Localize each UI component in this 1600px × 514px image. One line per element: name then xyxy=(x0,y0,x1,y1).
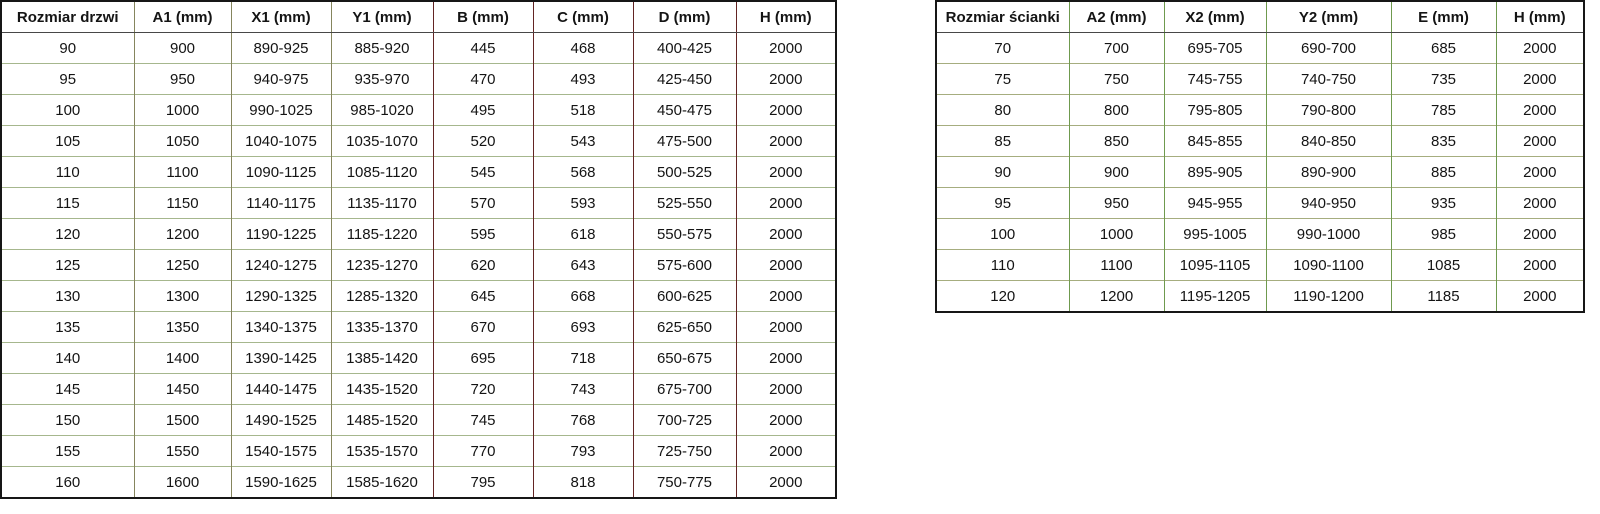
table-cell: 105 xyxy=(1,126,134,157)
column-header: Rozmiar drzwi xyxy=(1,1,134,33)
column-header: A1 (mm) xyxy=(134,1,231,33)
table-row xyxy=(936,64,1584,95)
table-cell: 1100 xyxy=(1069,250,1164,281)
column-header: Y2 (mm) xyxy=(1266,1,1391,33)
table-row xyxy=(936,157,1584,188)
table-cell: 2000 xyxy=(1496,250,1584,281)
table-cell: 1250 xyxy=(134,250,231,281)
table-cell: 650-675 xyxy=(633,343,736,374)
table-cell: 745 xyxy=(433,405,533,436)
table-cell: 125 xyxy=(1,250,134,281)
table-cell: 645 xyxy=(433,281,533,312)
table-cell: 840-850 xyxy=(1266,126,1391,157)
table-cell: 1550 xyxy=(134,436,231,467)
table-cell: 2000 xyxy=(1496,281,1584,313)
table-row xyxy=(936,250,1584,281)
table-row xyxy=(936,188,1584,219)
table-cell: 1190-1225 xyxy=(231,219,331,250)
table-cell: 568 xyxy=(533,157,633,188)
table-cell: 2000 xyxy=(1496,64,1584,95)
table-cell: 785 xyxy=(1391,95,1496,126)
table-cell: 985 xyxy=(1391,219,1496,250)
table-cell: 2000 xyxy=(1496,33,1584,64)
table-cell: 935 xyxy=(1391,188,1496,219)
table-cell: 900 xyxy=(134,33,231,64)
table-row xyxy=(1,64,836,95)
table-cell: 643 xyxy=(533,250,633,281)
table-cell: 2000 xyxy=(736,281,836,312)
table-cell: 940-975 xyxy=(231,64,331,95)
table-cell: 110 xyxy=(1,157,134,188)
table-cell: 695 xyxy=(433,343,533,374)
column-header: C (mm) xyxy=(533,1,633,33)
table-cell: 745-755 xyxy=(1164,64,1266,95)
table-cell: 525-550 xyxy=(633,188,736,219)
table-cell: 450-475 xyxy=(633,95,736,126)
table-cell: 95 xyxy=(936,188,1069,219)
table-cell: 720 xyxy=(433,374,533,405)
table-cell: 750 xyxy=(1069,64,1164,95)
table-cell: 1585-1620 xyxy=(331,467,433,499)
table-cell: 130 xyxy=(1,281,134,312)
table-cell: 2000 xyxy=(1496,219,1584,250)
table-cell: 940-950 xyxy=(1266,188,1391,219)
column-header: E (mm) xyxy=(1391,1,1496,33)
table-cell: 2000 xyxy=(736,405,836,436)
table-cell: 950 xyxy=(1069,188,1164,219)
table-cell: 2000 xyxy=(1496,126,1584,157)
table-cell: 1090-1125 xyxy=(231,157,331,188)
table-cell: 1000 xyxy=(134,95,231,126)
table-cell: 575-600 xyxy=(633,250,736,281)
table-cell: 2000 xyxy=(736,250,836,281)
table-cell: 90 xyxy=(1,33,134,64)
table-cell: 668 xyxy=(533,281,633,312)
table-row xyxy=(1,126,836,157)
table-cell: 1085 xyxy=(1391,250,1496,281)
table-cell: 1140-1175 xyxy=(231,188,331,219)
table-cell: 885-920 xyxy=(331,33,433,64)
table-cell: 890-925 xyxy=(231,33,331,64)
table-cell: 545 xyxy=(433,157,533,188)
table-cell: 2000 xyxy=(736,219,836,250)
column-header: H (mm) xyxy=(1496,1,1584,33)
table-cell: 790-800 xyxy=(1266,95,1391,126)
table-row xyxy=(1,219,836,250)
table-cell: 1300 xyxy=(134,281,231,312)
table-row xyxy=(936,95,1584,126)
table-cell: 100 xyxy=(1,95,134,126)
table-row xyxy=(936,281,1584,313)
table-cell: 1235-1270 xyxy=(331,250,433,281)
table-cell: 795 xyxy=(433,467,533,499)
table-row xyxy=(936,219,1584,250)
table-cell: 685 xyxy=(1391,33,1496,64)
table-cell: 1135-1170 xyxy=(331,188,433,219)
column-header: H (mm) xyxy=(736,1,836,33)
table-cell: 735 xyxy=(1391,64,1496,95)
table-cell: 1600 xyxy=(134,467,231,499)
table-cell: 1200 xyxy=(134,219,231,250)
table-cell: 850 xyxy=(1069,126,1164,157)
table-row xyxy=(1,95,836,126)
table-cell: 1285-1320 xyxy=(331,281,433,312)
table-cell: 2000 xyxy=(736,33,836,64)
table-cell: 800 xyxy=(1069,95,1164,126)
table-cell: 1385-1420 xyxy=(331,343,433,374)
table-row xyxy=(1,33,836,64)
table-row xyxy=(1,405,836,436)
table-cell: 950 xyxy=(134,64,231,95)
table-cell: 155 xyxy=(1,436,134,467)
table-cell: 2000 xyxy=(736,467,836,499)
table-cell: 600-625 xyxy=(633,281,736,312)
table-cell: 2000 xyxy=(736,188,836,219)
table-cell: 990-1000 xyxy=(1266,219,1391,250)
table-cell: 593 xyxy=(533,188,633,219)
table-cell: 1200 xyxy=(1069,281,1164,313)
table-cell: 1040-1075 xyxy=(231,126,331,157)
table-cell: 500-525 xyxy=(633,157,736,188)
table-cell: 818 xyxy=(533,467,633,499)
table-cell: 743 xyxy=(533,374,633,405)
table-cell: 695-705 xyxy=(1164,33,1266,64)
table-cell: 693 xyxy=(533,312,633,343)
table-cell: 100 xyxy=(936,219,1069,250)
table-cell: 1095-1105 xyxy=(1164,250,1266,281)
table-cell: 135 xyxy=(1,312,134,343)
table-cell: 2000 xyxy=(736,64,836,95)
table-cell: 845-855 xyxy=(1164,126,1266,157)
table-cell: 1000 xyxy=(1069,219,1164,250)
table-cell: 770 xyxy=(433,436,533,467)
table-cell: 85 xyxy=(936,126,1069,157)
column-header: A2 (mm) xyxy=(1069,1,1164,33)
table-cell: 995-1005 xyxy=(1164,219,1266,250)
table-cell: 885 xyxy=(1391,157,1496,188)
table-cell: 495 xyxy=(433,95,533,126)
table-cell: 1540-1575 xyxy=(231,436,331,467)
table-cell: 518 xyxy=(533,95,633,126)
table-cell: 1590-1625 xyxy=(231,467,331,499)
table-cell: 1195-1205 xyxy=(1164,281,1266,313)
table-cell: 1085-1120 xyxy=(331,157,433,188)
table-cell: 1535-1570 xyxy=(331,436,433,467)
table-cell: 990-1025 xyxy=(231,95,331,126)
table-cell: 1450 xyxy=(134,374,231,405)
wall-sizes-table xyxy=(935,0,1585,313)
table-cell: 1240-1275 xyxy=(231,250,331,281)
table-cell: 1100 xyxy=(134,157,231,188)
table-cell: 120 xyxy=(1,219,134,250)
table-cell: 470 xyxy=(433,64,533,95)
table-cell: 1440-1475 xyxy=(231,374,331,405)
column-header: D (mm) xyxy=(633,1,736,33)
table-cell: 795-805 xyxy=(1164,95,1266,126)
table-cell: 1350 xyxy=(134,312,231,343)
table-cell: 493 xyxy=(533,64,633,95)
table-row xyxy=(1,374,836,405)
table-cell: 90 xyxy=(936,157,1069,188)
table-cell: 740-750 xyxy=(1266,64,1391,95)
table-cell: 750-775 xyxy=(633,467,736,499)
table-cell: 2000 xyxy=(1496,188,1584,219)
table-cell: 445 xyxy=(433,33,533,64)
header-row xyxy=(936,1,1584,33)
table-cell: 400-425 xyxy=(633,33,736,64)
table-cell: 1340-1375 xyxy=(231,312,331,343)
table-cell: 2000 xyxy=(736,374,836,405)
table-cell: 700 xyxy=(1069,33,1164,64)
table-cell: 570 xyxy=(433,188,533,219)
table-cell: 1090-1100 xyxy=(1266,250,1391,281)
table-cell: 1390-1425 xyxy=(231,343,331,374)
table-cell: 835 xyxy=(1391,126,1496,157)
table-cell: 1500 xyxy=(134,405,231,436)
table-cell: 595 xyxy=(433,219,533,250)
table-cell: 2000 xyxy=(736,312,836,343)
table-row xyxy=(1,436,836,467)
table-cell: 468 xyxy=(533,33,633,64)
table-cell: 1490-1525 xyxy=(231,405,331,436)
table-cell: 95 xyxy=(1,64,134,95)
table-cell: 700-725 xyxy=(633,405,736,436)
table-cell: 160 xyxy=(1,467,134,499)
table-cell: 625-650 xyxy=(633,312,736,343)
table-cell: 670 xyxy=(433,312,533,343)
column-header: X1 (mm) xyxy=(231,1,331,33)
table-cell: 900 xyxy=(1069,157,1164,188)
table-cell: 2000 xyxy=(1496,95,1584,126)
table-cell: 890-900 xyxy=(1266,157,1391,188)
table-cell: 425-450 xyxy=(633,64,736,95)
table-cell: 618 xyxy=(533,219,633,250)
table-cell: 1400 xyxy=(134,343,231,374)
table-cell: 1335-1370 xyxy=(331,312,433,343)
column-header: Y1 (mm) xyxy=(331,1,433,33)
table-cell: 1050 xyxy=(134,126,231,157)
table-cell: 2000 xyxy=(736,343,836,374)
table-cell: 620 xyxy=(433,250,533,281)
table-cell: 1035-1070 xyxy=(331,126,433,157)
table-row xyxy=(1,250,836,281)
table-cell: 110 xyxy=(936,250,1069,281)
table-cell: 2000 xyxy=(736,436,836,467)
table-cell: 945-955 xyxy=(1164,188,1266,219)
table-cell: 140 xyxy=(1,343,134,374)
table-cell: 2000 xyxy=(736,157,836,188)
table-cell: 475-500 xyxy=(633,126,736,157)
table-cell: 550-575 xyxy=(633,219,736,250)
table-cell: 1485-1520 xyxy=(331,405,433,436)
column-header: B (mm) xyxy=(433,1,533,33)
table-cell: 690-700 xyxy=(1266,33,1391,64)
table-row xyxy=(936,126,1584,157)
column-header: Rozmiar ścianki xyxy=(936,1,1069,33)
table-cell: 150 xyxy=(1,405,134,436)
table-cell: 793 xyxy=(533,436,633,467)
table-cell: 1435-1520 xyxy=(331,374,433,405)
header-row xyxy=(1,1,836,33)
table-cell: 520 xyxy=(433,126,533,157)
table-cell: 935-970 xyxy=(331,64,433,95)
table-cell: 725-750 xyxy=(633,436,736,467)
table-row xyxy=(1,312,836,343)
table-row xyxy=(1,157,836,188)
table-row xyxy=(1,343,836,374)
table-cell: 2000 xyxy=(736,95,836,126)
table-cell: 768 xyxy=(533,405,633,436)
table-cell: 115 xyxy=(1,188,134,219)
table-cell: 675-700 xyxy=(633,374,736,405)
table-cell: 718 xyxy=(533,343,633,374)
table-cell: 120 xyxy=(936,281,1069,313)
table-cell: 543 xyxy=(533,126,633,157)
table-cell: 145 xyxy=(1,374,134,405)
table-cell: 985-1020 xyxy=(331,95,433,126)
table-cell: 80 xyxy=(936,95,1069,126)
table-cell: 1185 xyxy=(1391,281,1496,313)
table-row xyxy=(1,467,836,499)
table-cell: 70 xyxy=(936,33,1069,64)
table-cell: 1190-1200 xyxy=(1266,281,1391,313)
table-cell: 75 xyxy=(936,64,1069,95)
table-cell: 1185-1220 xyxy=(331,219,433,250)
table-row xyxy=(1,281,836,312)
table-row xyxy=(1,188,836,219)
table-row xyxy=(936,33,1584,64)
table-cell: 2000 xyxy=(1496,157,1584,188)
table-cell: 2000 xyxy=(736,126,836,157)
table-cell: 895-905 xyxy=(1164,157,1266,188)
table-cell: 1290-1325 xyxy=(231,281,331,312)
table-cell: 1150 xyxy=(134,188,231,219)
column-header: X2 (mm) xyxy=(1164,1,1266,33)
